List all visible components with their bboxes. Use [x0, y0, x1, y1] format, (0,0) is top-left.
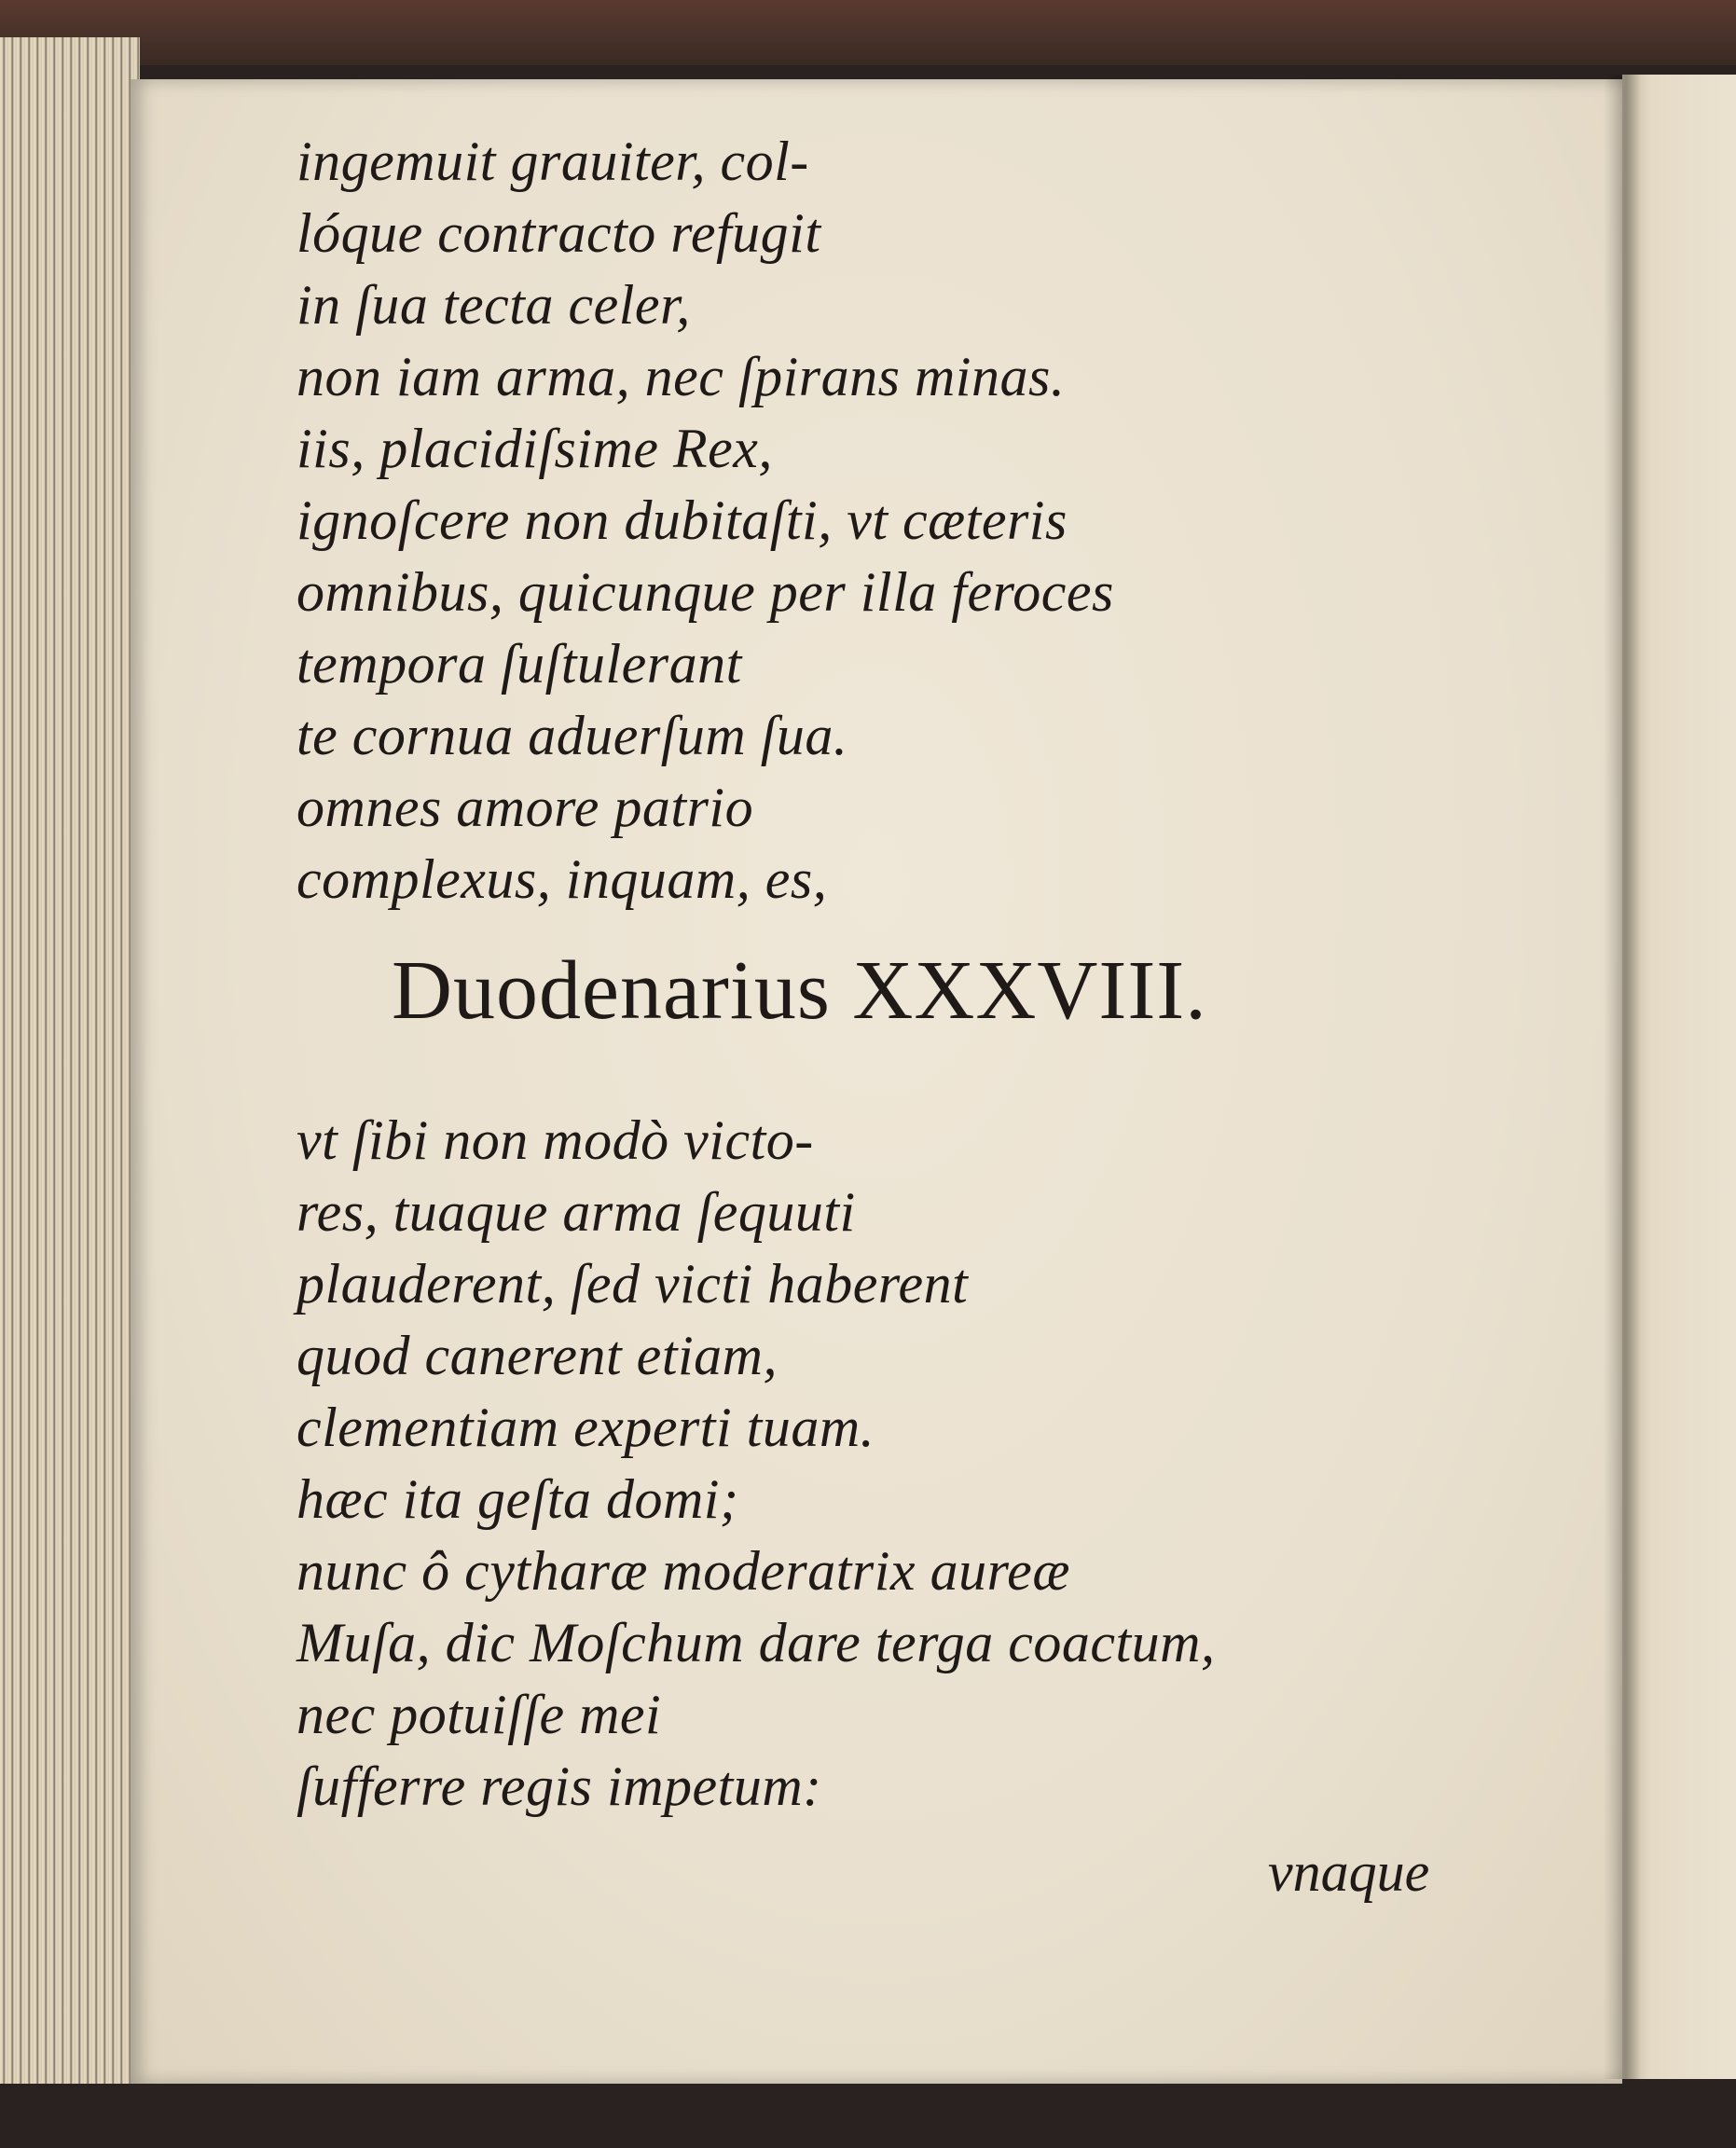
verse-line: plauderent, ſed victi haberent	[296, 1253, 969, 1315]
verse-line: in ſua tecta celer,	[296, 274, 691, 336]
verse-line: nec potuiſſe mei	[296, 1684, 662, 1745]
verse-line: hæc ita geſta domi;	[296, 1468, 739, 1530]
verse-line: nunc ô cytharæ moderatrix aureæ	[296, 1540, 1070, 1602]
stanza-after	[296, 1105, 1490, 1823]
verse-line: omnibus, quicunque per illa feroces	[296, 561, 1114, 623]
verse-line: ſufferre regis impetum:	[296, 1756, 822, 1817]
section-heading: Duodenarius XXXVIII.	[392, 944, 1207, 1037]
verse-line: lóque contracto refugit	[296, 202, 821, 264]
stanza-before	[296, 126, 1490, 916]
page-gutter	[1604, 75, 1641, 2079]
verse-line: ingemuit grauiter, col-	[296, 131, 809, 192]
background-bottom	[0, 2084, 1736, 2148]
verse-line: res, tuaque arma ſequuti	[296, 1181, 856, 1243]
verse-line: Muſa, dic Moſchum dare terga coactum,	[296, 1612, 1216, 1673]
verse-line: complexus, inquam, es,	[296, 848, 828, 910]
verse-line: ignoſcere non dubitaſti, vt cæteris	[296, 489, 1068, 551]
verse-line: quod canerent etiam,	[296, 1325, 778, 1386]
catchword: vnaque	[1268, 1841, 1430, 1903]
verse-line: non iam arma, nec ſpirans minas.	[296, 346, 1066, 407]
book-spine-top	[0, 0, 1736, 65]
verse-line: clementiam experti tuam.	[296, 1397, 875, 1458]
verse-line: tempora ſuſtulerant	[296, 633, 742, 695]
verse-line: te cornua aduerſum ſua.	[296, 705, 848, 766]
verse-line: iis, placidiſsime Rex,	[296, 418, 773, 479]
page-edges	[0, 37, 140, 2116]
verse-line: vt ſibi non modò victo-	[296, 1109, 814, 1171]
verse-line: omnes amore patrio	[296, 777, 754, 838]
